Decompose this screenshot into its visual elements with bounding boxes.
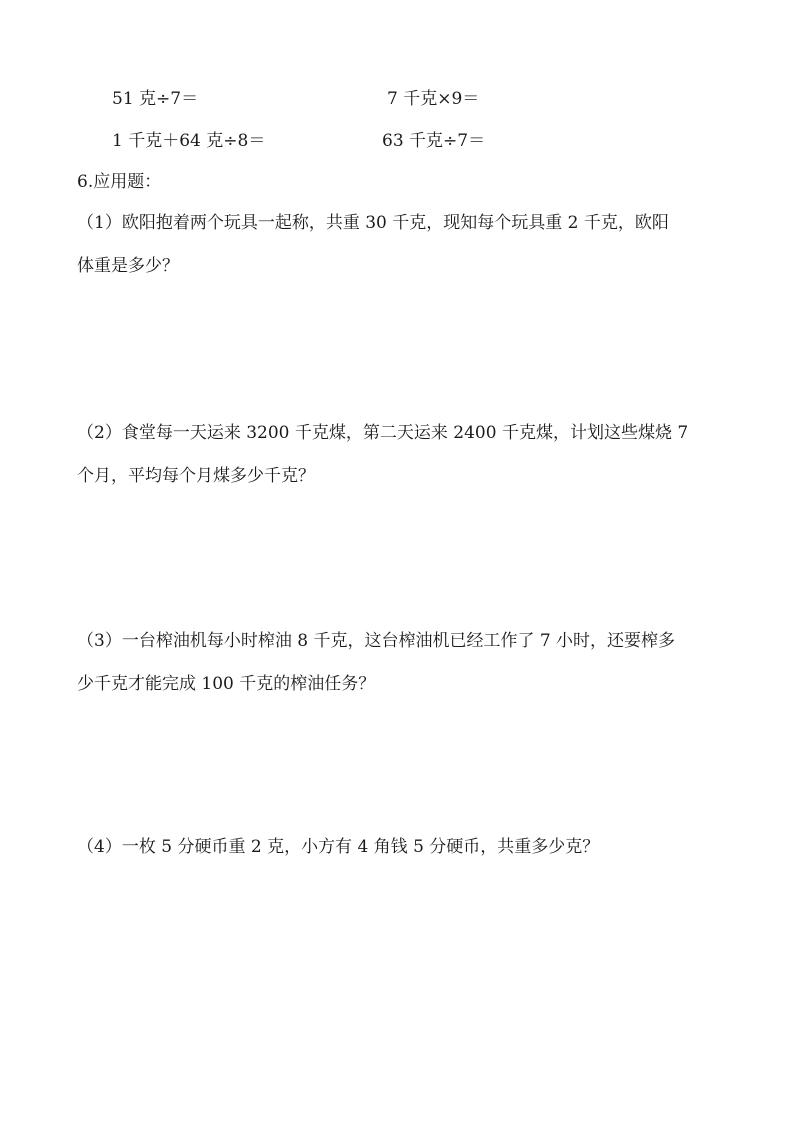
- calc-problem-51g-div-7: 51 克÷7＝: [112, 89, 199, 109]
- problem-1-answer-space[interactable]: [77, 282, 727, 412]
- problem-3: [77, 629, 727, 696]
- calc-problem-1kg-plus-64g-div-8: 1 千克＋64 克÷8＝: [112, 131, 266, 151]
- calc-row-2: [0, 129, 793, 153]
- problem-2: [77, 421, 727, 488]
- problem-4: [77, 835, 727, 859]
- problem-1-line-2: 体重是多少？: [77, 256, 179, 276]
- calc-problem-63kg-div-7: 63 千克÷7＝: [382, 131, 486, 151]
- problem-3-line-2: 少千克才能完成 100 千克的榨油任务？: [77, 674, 376, 694]
- calc-problem-7kg-times-9: 7 千克×9＝: [387, 89, 480, 109]
- problem-2-line-1: （2）食堂每一天运来 3200 千克煤，第二天运来 2400 千克煤，计划这些煤烧 7: [77, 423, 689, 443]
- calc-row-1: [0, 87, 793, 111]
- problem-4-answer-space[interactable]: [77, 870, 727, 1070]
- problem-3-line-1: （3）一台榨油机每小时榨油 8 千克，这台榨油机已经工作了 7 小时，还要榨多: [77, 631, 676, 651]
- problem-4-line-1: （4）一枚 5 分硬币重 2 克，小方有 4 角钱 5 分硬币，共重多少克？: [77, 837, 600, 857]
- problem-1: [77, 211, 727, 278]
- problem-2-line-2: 个月，平均每个月煤多少千克？: [77, 466, 315, 486]
- problem-1-line-1: （1）欧阳抱着两个玩具一起称，共重 30 千克，现知每个玩具重 2 千克，欧阳: [77, 213, 669, 233]
- problem-2-answer-space[interactable]: [77, 492, 727, 622]
- problem-3-answer-space[interactable]: [77, 700, 727, 825]
- section-title-applied-problems: 6.应用题：: [77, 172, 162, 192]
